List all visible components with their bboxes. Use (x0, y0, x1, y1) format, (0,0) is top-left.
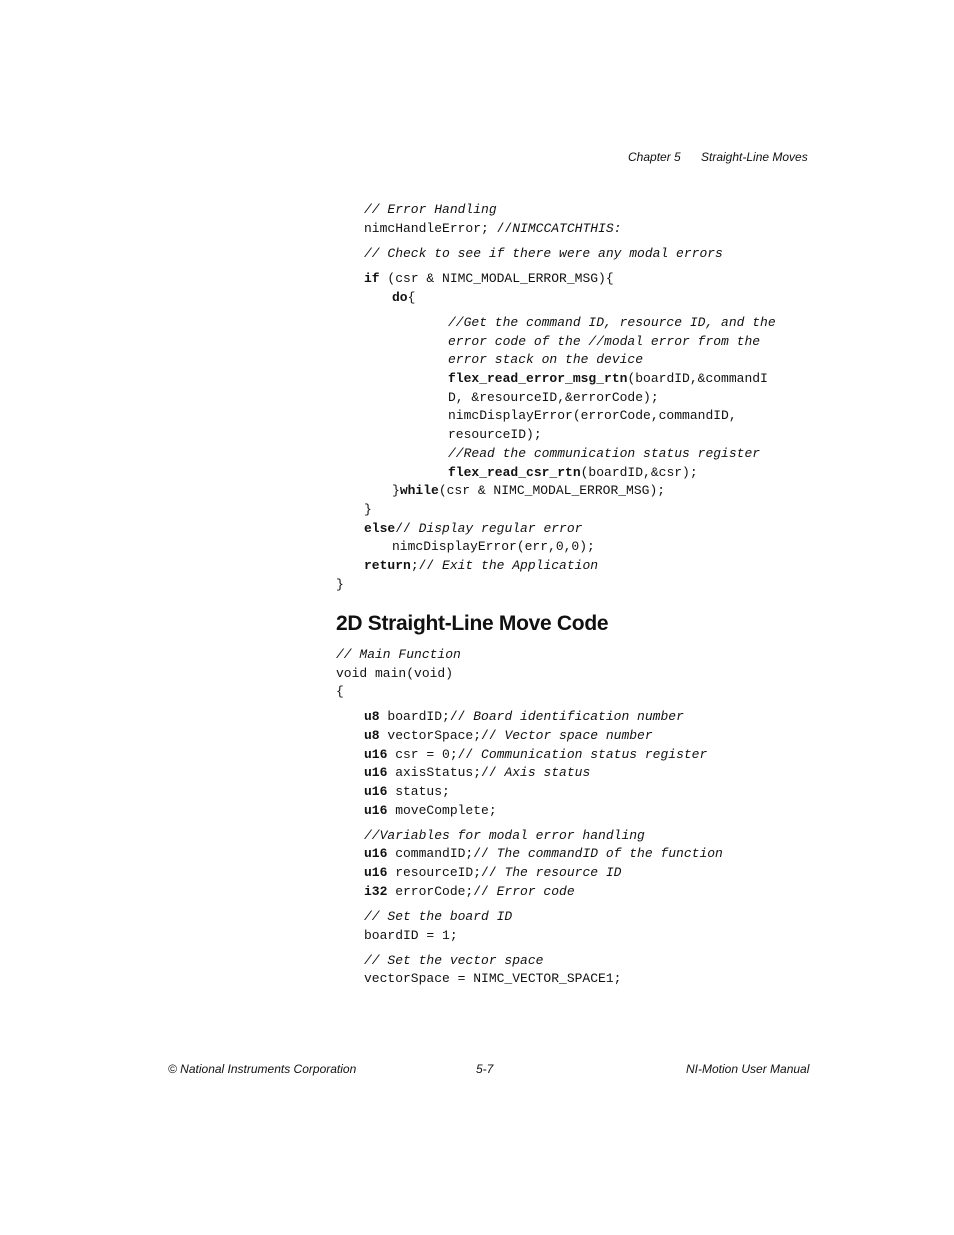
code-text: (csr & NIMC_MODAL_ERROR_MSG){ (379, 271, 614, 286)
code-text: D, &resourceID,&errorCode); (448, 390, 659, 405)
code-line (336, 666, 453, 682)
code-keyword: u8 (364, 709, 380, 724)
code-text: errorCode;// (387, 884, 497, 899)
code-line (448, 371, 768, 387)
code-keyword: u16 (364, 765, 388, 780)
code-text: } (364, 502, 372, 517)
code-comment: //Read the communication status register (448, 446, 761, 461)
code-line (364, 884, 575, 900)
code-comment: Axis status (504, 765, 591, 780)
code-line (364, 747, 707, 763)
code-line (364, 784, 450, 800)
running-header-section: Straight-Line Moves (701, 150, 808, 164)
code-comment: Error code (496, 884, 575, 899)
code-keyword: do (392, 290, 408, 305)
code-text: axisStatus;// (387, 765, 505, 780)
code-line (364, 971, 621, 987)
code-text: } (336, 577, 344, 592)
code-text: vectorSpace;// (379, 728, 505, 743)
code-comment: error stack on the device (448, 352, 644, 367)
code-text: boardID;// (379, 709, 474, 724)
code-text: { (407, 290, 416, 305)
code-keyword: u16 (364, 803, 388, 818)
code-line (364, 521, 582, 537)
code-line (364, 709, 684, 725)
code-comment: // Error Handling (364, 202, 497, 217)
code-text: resourceID;// (387, 865, 505, 880)
footer-manual-title: NI-Motion User Manual (686, 1062, 810, 1076)
code-text: void main(void) (336, 666, 454, 681)
code-line (336, 577, 344, 593)
code-line (448, 427, 542, 443)
code-line (336, 647, 461, 663)
code-text: (boardID,&commandI (627, 371, 768, 386)
code-text: } (392, 483, 400, 498)
code-comment: Board identification number (473, 709, 684, 724)
code-comment: // Check to see if there were any modal errors (364, 246, 723, 261)
code-line (448, 390, 659, 406)
code-text: moveComplete; (387, 803, 497, 818)
code-text: nimcDisplayError(err,0,0); (392, 539, 595, 554)
code-comment: Communication status register (481, 747, 708, 762)
code-keyword: u8 (364, 728, 380, 743)
code-comment: error code of the //modal error from the (448, 334, 761, 349)
code-line (364, 246, 723, 262)
code-text: boardID = 1; (364, 928, 458, 943)
code-line (364, 909, 512, 925)
code-comment: // Main Function (336, 647, 461, 662)
code-line (448, 408, 737, 424)
footer-copyright: © National Instruments Corporation (168, 1062, 357, 1076)
code-line (392, 290, 415, 306)
code-text: (boardID,&csr); (580, 465, 698, 480)
code-line (364, 502, 372, 518)
code-text: vectorSpace = NIMC_VECTOR_SPACE1; (364, 971, 622, 986)
code-keyword: i32 (364, 884, 388, 899)
code-line (364, 865, 621, 881)
code-text: { (336, 684, 344, 699)
code-line (364, 803, 497, 819)
code-comment: The resource ID (504, 865, 622, 880)
code-line (448, 334, 760, 350)
footer-page-number: 5-7 (476, 1062, 494, 1076)
code-line (392, 483, 665, 499)
code-keyword: else (364, 521, 396, 536)
code-keyword: u16 (364, 865, 388, 880)
running-header-chapter: Chapter 5 (628, 150, 681, 164)
code-comment: Exit the Application (442, 558, 599, 573)
code-text: resourceID); (448, 427, 542, 442)
code-comment: Display regular error (418, 521, 583, 536)
section-heading: 2D Straight-Line Move Code (336, 612, 609, 635)
code-line (448, 352, 643, 368)
code-line (364, 221, 621, 237)
code-comment: Vector space number (504, 728, 653, 743)
code-line (364, 558, 598, 574)
code-text: (csr & NIMC_MODAL_ERROR_MSG); (438, 483, 666, 498)
code-line (448, 315, 776, 331)
code-line (364, 202, 497, 218)
code-text: ;// (410, 558, 443, 573)
code-line (392, 539, 595, 555)
code-text: nimcHandleError; // (364, 221, 513, 236)
code-comment: // Set the vector space (364, 953, 544, 968)
code-keyword: u16 (364, 784, 388, 799)
code-comment: NIMCCATCHTHIS: (512, 221, 622, 236)
code-line (336, 684, 344, 700)
code-text: status; (387, 784, 450, 799)
code-keyword: if (364, 271, 380, 286)
code-line (364, 765, 590, 781)
code-line (448, 465, 698, 481)
code-line (364, 271, 614, 287)
code-line (364, 928, 458, 944)
code-text: commandID;// (387, 846, 497, 861)
code-keyword: return (364, 558, 411, 573)
code-line (364, 728, 653, 744)
code-keyword: u16 (364, 846, 388, 861)
code-comment: // Set the board ID (364, 909, 513, 924)
code-line (364, 953, 543, 969)
code-text: // (395, 521, 419, 536)
code-comment: //Variables for modal error handling (364, 828, 645, 843)
code-keyword: while (399, 483, 439, 498)
code-keyword: flex_read_error_msg_rtn (448, 371, 628, 386)
code-line (364, 828, 645, 844)
code-comment: //Get the command ID, resource ID, and the (448, 315, 776, 330)
code-comment: The commandID of the function (496, 846, 723, 861)
code-text: csr = 0;// (387, 747, 482, 762)
code-keyword: u16 (364, 747, 388, 762)
code-text: nimcDisplayError(errorCode,commandID, (448, 408, 737, 423)
code-line (364, 846, 723, 862)
code-line (448, 446, 760, 462)
code-keyword: flex_read_csr_rtn (448, 465, 581, 480)
